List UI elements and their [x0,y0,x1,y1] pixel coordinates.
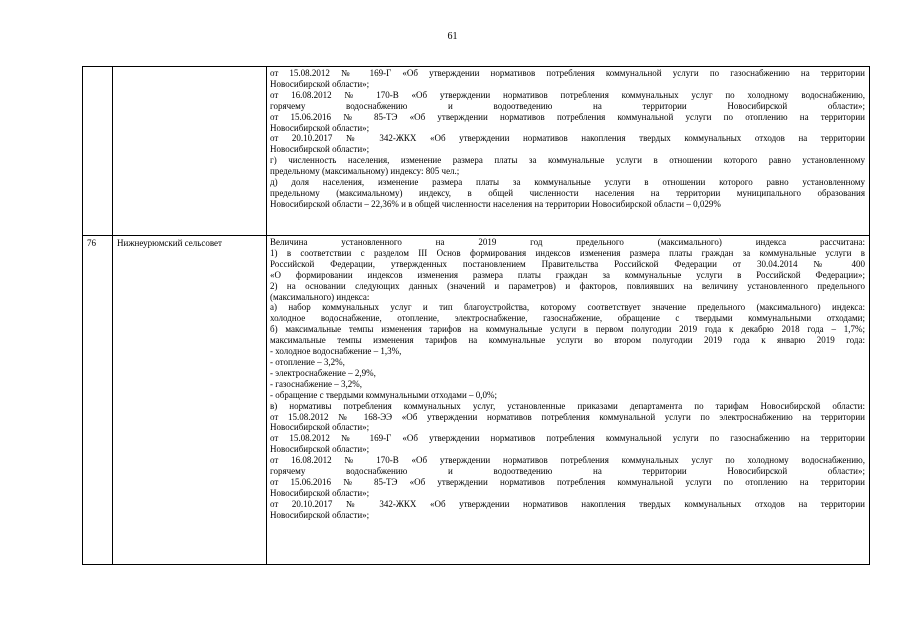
text-line: - холодное водоснабжение – 1,3%, [270,346,402,357]
text-line: горячему водоснабжению и водоотведению на территории Новосибирской области»; [270,100,865,111]
text-line: 2) на основании следующих данных (значений и параметров) и факторов, повлиявших на величину установленного предельного [270,280,865,291]
text-line: в) нормативы потребления коммунальных услуг, установленные приказами департамента по тарифам Новосибирской области: [270,400,865,411]
text-line: б) максимальные темпы изменения тарифов на коммунальные услуги в первом полугодии 2019 года к декабрю 2018 года – 1,7%; [270,324,865,335]
text-line: от 16.08.2012 № 170-В «Об утверждении нормативов потребления коммунальных услуг по холодному водоснабжению, [270,89,865,100]
text-line: горячему водоснабжению и водоотведению на территории Новосибирской области»; [270,466,865,477]
text-line: Новосибирской области»; [270,487,370,498]
text-line: от 16.08.2012 № 170-В «Об утверждении нормативов потребления коммунальных услуг по холодному водоснабжению, [270,455,865,466]
text-line: - электроснабжение – 2,9%, [270,367,376,378]
text-line: «О формировании индексов изменения размера платы граждан за коммунальные услуги в Российской Федерации»; [270,269,865,280]
text-line: - отопление – 3,2%, [270,356,345,367]
row-number: 76 [83,236,113,565]
text-line: от 15.06.2016 № 85-ТЭ «Об утверждении нормативов потребления коммунальной услуги по отоплению на территории [270,476,865,487]
text-line: Новосибирской области – 22,36% и в общей численности населения на территории Новосибирской области – 0,029% [270,198,721,209]
text-line: а) набор коммунальных услуг и тип благоустройства, которому соответствует значение предельного (максимального) индекса: [270,302,865,313]
row-number [83,67,113,236]
municipality-name: Нижнеурюмский сельсовет [113,236,267,565]
text-line: Новосибирской области»; [270,509,370,520]
text-line: г) численность населения, изменение размера платы за коммунальные услуги в отношении которого равно установленному [270,155,865,166]
text-line: от 15.08.2012 № 169-Г «Об утверждении нормативов потребления коммунальной услуги по газоснабжению на территории [270,433,865,444]
text-line: от 15.08.2012 № 168-ЭЭ «Об утверждении нормативов потребления коммунальной услуги по электроснабжению на территории [270,411,865,422]
text-line: от 15.08.2012 № 169-Г «Об утверждении нормативов потребления коммунальной услуги по газоснабжению на территории [270,68,865,78]
text-line: Величина установленного на 2019 год предельного (максимального) индекса рассчитана: [270,237,865,247]
table-row [83,236,870,565]
row-content [267,236,870,565]
text-line: д) доля населения, изменение размера платы за коммунальные услуги в отношении которого равно установленному [270,177,865,188]
text-line: максимальные темпы изменения тарифов на коммунальные услуги во втором полугодии 2019 года к январю 2019 года: [270,335,865,346]
row-content [267,67,870,236]
text-line: от 20.10.2017 № 342-ЖКХ «Об утверждении нормативов накопления твердых коммунальных отходов на территории [270,133,865,144]
text-line: предельному (максимальному) индексу: 805 чел.; [270,166,460,177]
text-line: Новосибирской области»; [270,122,370,133]
text-line: 1) в соответствии с разделом III Основ формирования индексов изменения размера платы граждан за коммунальные услуги в [270,247,865,258]
municipality-name [113,67,267,236]
text-line: Российской Федерации, утвержденных постановлением Правительства Российской Федерации от 30.04.2014 № 400 [270,258,865,269]
text-line: - газоснабжение – 3,2%, [270,378,363,389]
table-row [83,67,870,236]
text-line: холодное водоснабжение, отопление, электроснабжение, газоснабжение, обращение с твердыми коммунальными отходами; [270,313,865,324]
text-line: Новосибирской области»; [270,422,370,433]
text-line: - обращение с твердыми коммунальными отходами – 0,0%; [270,389,498,400]
page-number: 61 [447,31,458,42]
text-line: (максимального) индекса: [270,291,370,302]
document-table [82,66,870,565]
text-line: Новосибирской области»; [270,144,370,155]
text-line: Новосибирской области»; [270,444,370,455]
text-line: Новосибирской области»; [270,78,370,89]
text-line: от 20.10.2017 № 342-ЖКХ «Об утверждении нормативов накопления твердых коммунальных отходов на территории [270,498,865,509]
text-line: от 15.06.2016 № 85-ТЭ «Об утверждении нормативов потребления коммунальной услуги по отоплению на территории [270,111,865,122]
text-line: предельному (максимальному) индексу, в общей численности населения на территории муниципального образования [270,187,865,198]
